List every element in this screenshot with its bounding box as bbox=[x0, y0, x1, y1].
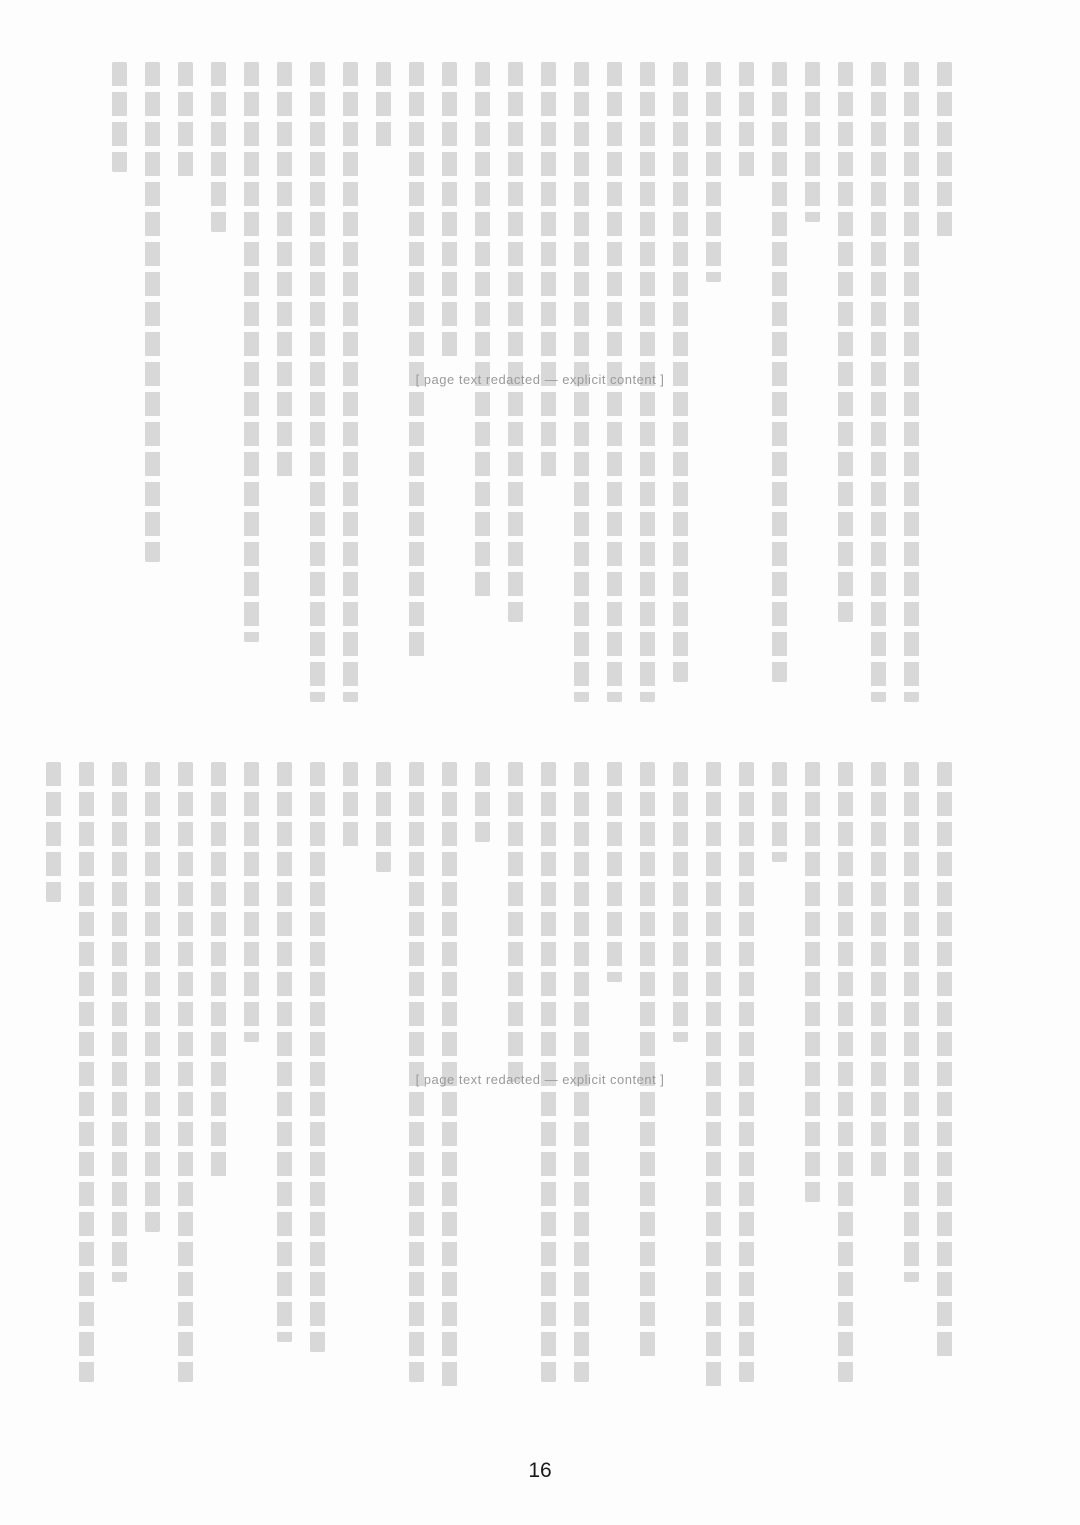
redacted-text-line bbox=[79, 762, 94, 1382]
redacted-text-line bbox=[244, 62, 259, 642]
redacted-text-line bbox=[838, 62, 853, 622]
redacted-text-line bbox=[244, 762, 259, 1042]
upper-text-block bbox=[94, 62, 952, 712]
redacted-text-line bbox=[112, 62, 127, 172]
redacted-text-line bbox=[343, 62, 358, 702]
redacted-text-line bbox=[706, 762, 721, 1392]
redacted-text-line bbox=[607, 762, 622, 982]
redacted-text-line bbox=[409, 62, 424, 662]
redacted-text-line bbox=[277, 62, 292, 482]
redacted-text-line bbox=[376, 62, 391, 152]
redacted-text-line bbox=[805, 762, 820, 1202]
redacted-text-line bbox=[640, 762, 655, 1362]
redacted-text-line bbox=[904, 62, 919, 702]
redacted-text-line bbox=[937, 762, 952, 1362]
redacted-text-line bbox=[508, 762, 523, 1082]
redacted-text-line bbox=[739, 762, 754, 1382]
page-number: 16 bbox=[528, 1459, 552, 1482]
redacted-text-line bbox=[112, 762, 127, 1282]
redacted-text-line bbox=[178, 62, 193, 182]
redacted-text-line bbox=[508, 62, 523, 622]
lower-text-block bbox=[28, 762, 952, 1412]
redacted-text-line bbox=[904, 762, 919, 1282]
redacted-text-line bbox=[343, 762, 358, 852]
redacted-text-line bbox=[310, 62, 325, 702]
redacted-text-line bbox=[442, 62, 457, 362]
lower-block-redaction-note: [ page text redacted — explicit content ] bbox=[415, 1072, 665, 1087]
redacted-text-line bbox=[145, 62, 160, 562]
redacted-text-line bbox=[178, 762, 193, 1382]
redacted-text-line bbox=[475, 62, 490, 602]
redacted-text-line bbox=[475, 762, 490, 842]
redacted-text-line bbox=[838, 762, 853, 1382]
redacted-text-line bbox=[673, 762, 688, 1042]
redacted-text-line bbox=[673, 62, 688, 682]
redacted-text-line bbox=[772, 62, 787, 682]
redacted-text-line bbox=[871, 62, 886, 702]
upper-block-redaction-note: [ page text redacted — explicit content ] bbox=[415, 372, 665, 387]
redacted-text-line bbox=[211, 62, 226, 232]
redacted-text-line bbox=[871, 762, 886, 1182]
redacted-text-line bbox=[937, 62, 952, 242]
redacted-text-line bbox=[277, 762, 292, 1342]
redacted-text-line bbox=[145, 762, 160, 1232]
redacted-text-line bbox=[706, 62, 721, 282]
redacted-text-line bbox=[376, 762, 391, 872]
redacted-text-line bbox=[46, 762, 61, 902]
redacted-text-line bbox=[541, 62, 556, 482]
redacted-text-line bbox=[310, 762, 325, 1352]
redacted-text-line bbox=[772, 762, 787, 862]
redacted-text-line bbox=[805, 62, 820, 222]
redacted-text-line bbox=[211, 762, 226, 1182]
redacted-text-line bbox=[739, 62, 754, 182]
